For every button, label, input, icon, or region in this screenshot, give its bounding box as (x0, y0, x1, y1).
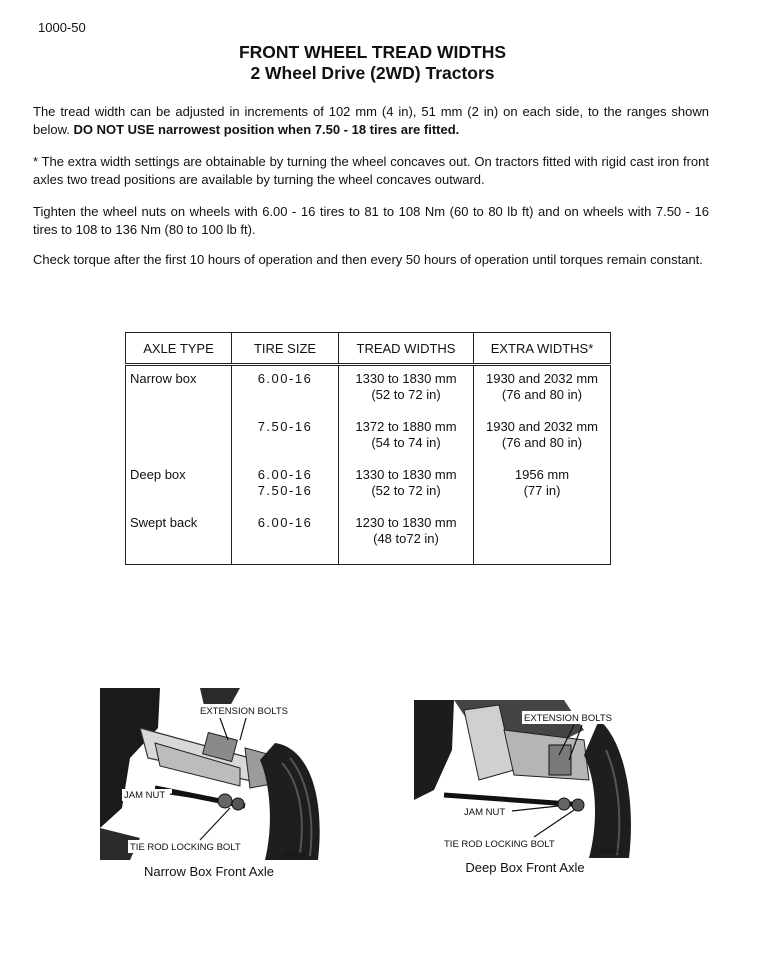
figure-tag: TA84-56 (599, 849, 622, 855)
cell-extra (474, 510, 611, 565)
cell-tire (232, 510, 339, 565)
jam-nut-shape (218, 794, 232, 808)
cell-tread (339, 365, 474, 415)
extra-in: (77 in) (523, 483, 561, 498)
tie-rod-bolt-label: TIE ROD LOCKING BOLT (444, 839, 555, 850)
extension-bolts-label: EXTENSION BOLTS (524, 713, 612, 724)
paragraph-extra-width: * The extra width settings are obtainable by turning the wheel concaves out. On tractors fitted with rigid cast iron front axles two tread positions are available by turning the wheel concaves outward. (33, 154, 709, 187)
tie-rod-bolt-label: TIE ROD LOCKING BOLT (130, 842, 241, 853)
cell-tire (232, 462, 339, 510)
page-title: FRONT WHEEL TREAD WIDTHS (238, 42, 507, 62)
cell-extra (474, 414, 611, 462)
cell-axle: Swept back (126, 510, 232, 565)
jam-nut-label: JAM NUT (464, 807, 506, 818)
paragraph-torque: Tighten the wheel nuts on wheels with 6.00 - 16 tires to 81 to 108 Nm (60 to 80 lb ft) and on wheels with 7.50 - 16 tires to 108 to 136 Nm (80 to 100 lb ft). (33, 204, 709, 237)
extension-bolt-block (549, 745, 571, 775)
tire-size: 6.00-16 (257, 371, 313, 386)
header-tread-widths: TREAD WIDTHS (339, 333, 474, 365)
extension-bolts-label: EXTENSION BOLTS (200, 706, 288, 717)
page-subtitle: 2 Wheel Drive (2WD) Tractors (250, 63, 495, 83)
narrow-box-axle-photo (100, 688, 325, 860)
tire-size: 6.00-16 (257, 467, 313, 482)
tire-size: 7.50-16 (257, 419, 313, 434)
header-axle-type: AXLE TYPE (126, 333, 232, 365)
paragraph-text: The tread width can be adjusted in increments of 102 mm (4 in), 51 mm (2 in) on each side, to the ranges shown below. (33, 104, 709, 137)
tread-in: (52 to 72 in) (371, 387, 441, 402)
tire-size: 6.00-16 (257, 515, 313, 530)
cell-tread (339, 462, 474, 510)
jam-nut-shape (558, 798, 570, 810)
cell-tire (232, 365, 339, 415)
cell-tread (339, 414, 474, 462)
cell-axle: Deep box (126, 462, 232, 510)
tread-width-table (125, 332, 611, 565)
tread-mm: 1330 to 1830 mm (355, 467, 457, 482)
cell-extra (474, 462, 611, 510)
cell-tire (232, 414, 339, 462)
extra-mm: 1956 mm (514, 467, 570, 482)
extra-mm: 1930 and 2032 mm (485, 371, 599, 386)
header-tire-size: TIRE SIZE (232, 333, 339, 365)
table-row (126, 365, 611, 415)
deep-box-caption: Deep Box Front Axle (465, 860, 585, 875)
tire-size: 7.50-16 (257, 483, 313, 498)
figure-tag: TA84-55 (283, 853, 306, 859)
narrow-box-caption: Narrow Box Front Axle (143, 864, 275, 879)
tread-in: (54 to 74 in) (371, 435, 441, 450)
tread-mm: 1330 to 1830 mm (355, 371, 457, 386)
tread-mm: 1372 to 1880 mm (355, 419, 457, 434)
page-number: 1000-50 (38, 20, 86, 35)
header-extra-widths: EXTRA WIDTHS* (474, 333, 611, 365)
warning-text: DO NOT USE narrowest position when 7.50 - 18 tires are fitted. (73, 122, 460, 137)
cell-axle: Narrow box (126, 365, 232, 415)
table-header-row (126, 333, 611, 365)
cell-tread (339, 510, 474, 565)
table-row (126, 510, 611, 565)
tread-mm: 1230 to 1830 mm (355, 515, 457, 530)
tread-in: (52 to 72 in) (371, 483, 441, 498)
extra-in: (76 and 80 in) (501, 387, 583, 402)
cell-extra (474, 365, 611, 415)
paragraph-check-torque: Check torque after the first 10 hours of operation and then every 50 hours of operation until torques remain constant. (33, 252, 703, 267)
extra-in: (76 and 80 in) (501, 435, 583, 450)
extra-mm: 1930 and 2032 mm (485, 419, 599, 434)
tie-rod-end (572, 799, 584, 811)
cell-axle (126, 414, 232, 462)
table-row (126, 414, 611, 462)
tie-rod-end (232, 798, 244, 810)
deep-box-axle-photo (414, 700, 636, 858)
paragraph-tread-adjust (33, 103, 709, 139)
tread-in: (48 to72 in) (373, 531, 439, 546)
jam-nut-label: JAM NUT (124, 790, 166, 801)
table-row (126, 462, 611, 510)
